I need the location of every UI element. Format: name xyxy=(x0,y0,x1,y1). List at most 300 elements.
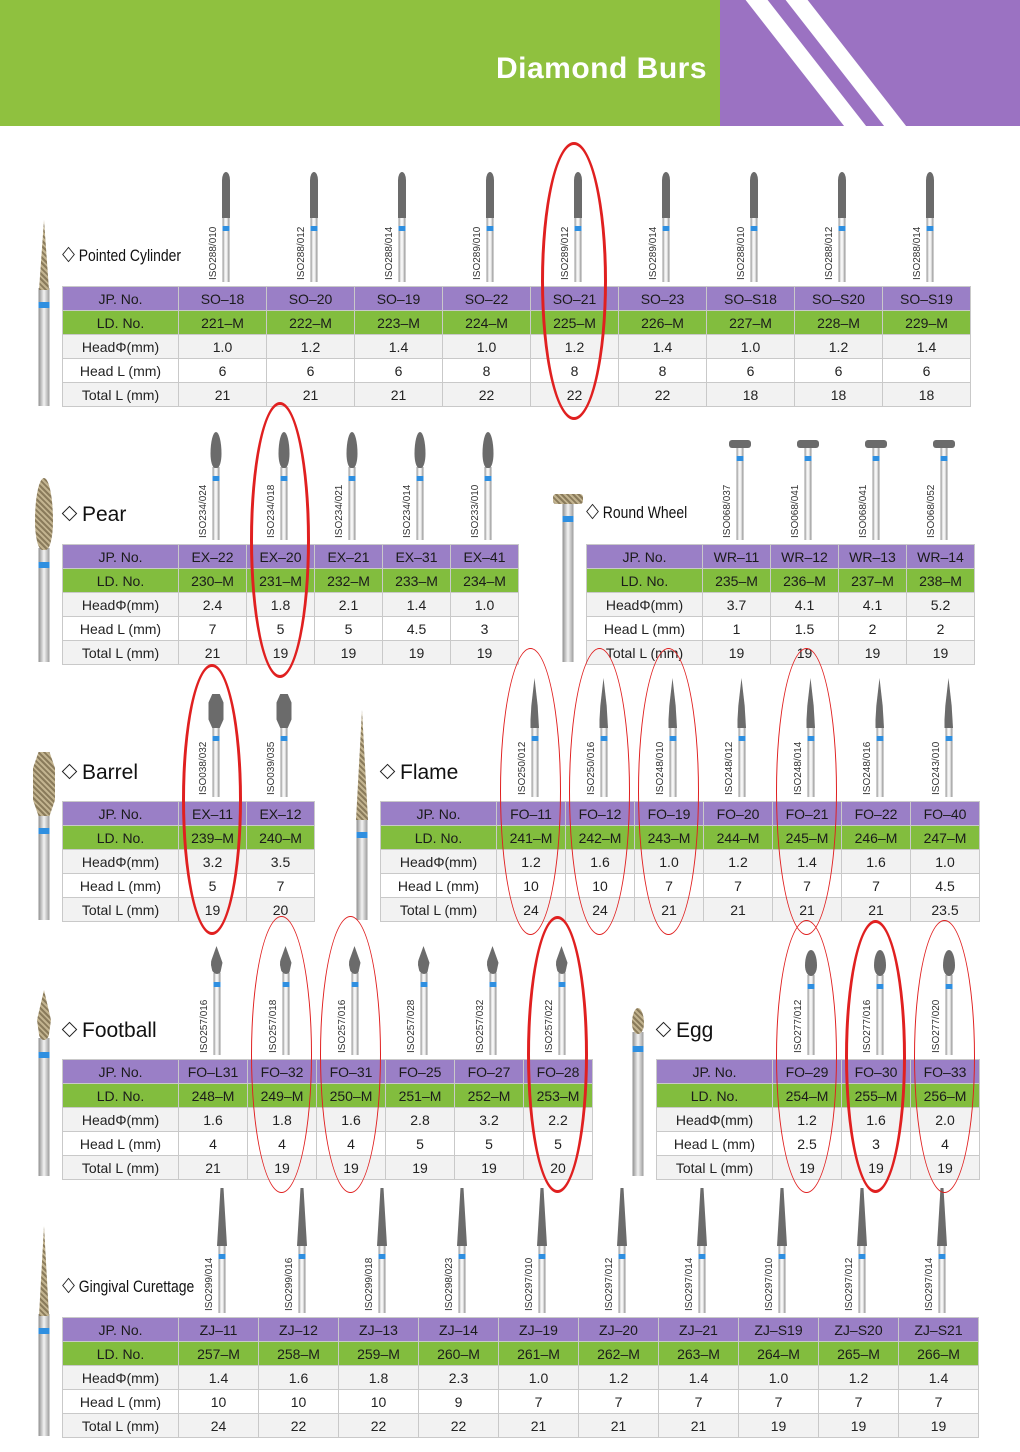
iso-label: ISO297/012 xyxy=(604,1257,615,1311)
cell-ld-number: 221–M xyxy=(179,311,267,335)
bur-illustration-head xyxy=(39,220,49,290)
cell-ld-number: 240–M xyxy=(247,826,315,850)
bur-image xyxy=(481,172,499,282)
iso-label: ISO243/010 xyxy=(930,741,942,795)
iso-label: ISO288/010 xyxy=(208,226,219,280)
bur-image xyxy=(411,432,429,540)
cell-ld-number: 248–M xyxy=(179,1084,248,1108)
cell-total-length: 24 xyxy=(497,898,566,922)
bur-head xyxy=(797,440,819,448)
cell-total-length: 20 xyxy=(247,898,315,922)
iso-label: ISO068/037 xyxy=(722,484,733,538)
bur-image xyxy=(657,172,675,282)
cell-ld-number: 229–M xyxy=(883,311,971,335)
cell-ld-number: 252–M xyxy=(455,1084,524,1108)
bur-head xyxy=(483,432,494,468)
cell-head-length: 5 xyxy=(524,1132,593,1156)
cell-jp-number: SO–20 xyxy=(267,287,355,311)
table-row-jp-number xyxy=(587,545,975,569)
row-label-head-length: Head L (mm) xyxy=(587,617,703,641)
cell-total-length: 19 xyxy=(315,641,383,665)
cell-head-length: 10 xyxy=(259,1390,339,1414)
cell-total-length: 22 xyxy=(619,383,707,407)
iso-label: ISO257/016 xyxy=(336,999,348,1053)
cell-total-length: 19 xyxy=(455,1156,524,1180)
iso-label: ISO277/020 xyxy=(930,999,942,1053)
highlight-ring xyxy=(776,920,837,1193)
cell-total-length: 22 xyxy=(443,383,531,407)
cell-ld-number: 245–M xyxy=(773,826,842,850)
cell-head-length: 10 xyxy=(339,1390,419,1414)
row-label-head-length: Head L (mm) xyxy=(381,874,497,898)
cell-head-diameter: 1.4 xyxy=(899,1366,979,1390)
cell-head-length: 4 xyxy=(317,1132,386,1156)
cell-jp-number: ZJ–11 xyxy=(179,1318,259,1342)
iso-label: ISO297/014 xyxy=(684,1257,695,1311)
cell-head-diameter: 2.8 xyxy=(386,1108,455,1132)
cell-head-length: 7 xyxy=(739,1390,819,1414)
cell-head-diameter: 1.0 xyxy=(739,1366,819,1390)
cell-jp-number: WR–11 xyxy=(703,545,771,569)
cell-head-length: 10 xyxy=(497,874,566,898)
bur-image xyxy=(343,432,361,540)
iso-label: ISO250/012 xyxy=(516,741,528,795)
cell-head-diameter: 1.0 xyxy=(911,850,980,874)
bur-image xyxy=(373,1188,391,1313)
bur-image xyxy=(921,172,939,282)
row-label-total-length: Total L (mm) xyxy=(587,641,703,665)
diamond-icon xyxy=(656,1022,672,1038)
cell-ld-number: 226–M xyxy=(619,311,707,335)
cell-jp-number: SO–23 xyxy=(619,287,707,311)
cell-jp-number: ZJ–12 xyxy=(259,1318,339,1342)
cell-ld-number: 223–M xyxy=(355,311,443,335)
cell-head-diameter: 5.2 xyxy=(907,593,975,617)
bur-image xyxy=(733,678,751,797)
cell-head-length: 6 xyxy=(795,359,883,383)
cell-total-length: 19 xyxy=(386,1156,455,1180)
cell-head-diameter: 3.7 xyxy=(703,593,771,617)
cell-ld-number: 222–M xyxy=(267,311,355,335)
iso-label: ISO038/032 xyxy=(198,741,209,795)
row-label-ld-number: LD. No. xyxy=(63,569,179,593)
cell-ld-number: 235–M xyxy=(703,569,771,593)
bur-illustration-shaft xyxy=(39,1038,50,1176)
cell-jp-number: SO–21 xyxy=(531,287,619,311)
iso-label: ISO277/012 xyxy=(792,999,804,1053)
bur-image xyxy=(293,1188,311,1313)
row-label-head-length: Head L (mm) xyxy=(63,1390,179,1414)
row-label-head-diameter: HeadΦ(mm) xyxy=(381,850,497,874)
bur-illustration-pear xyxy=(29,478,59,662)
bur-band xyxy=(485,476,492,481)
bur-head xyxy=(217,1188,227,1246)
row-label-total-length: Total L (mm) xyxy=(381,898,497,922)
bur-band xyxy=(941,456,948,461)
cell-total-length: 19 xyxy=(247,641,315,665)
iso-label: ISO288/010 xyxy=(736,226,747,280)
bur-image xyxy=(533,1188,551,1313)
section-title-football xyxy=(64,1019,157,1043)
cell-ld-number: 238–M xyxy=(907,569,975,593)
cell-ld-number: 236–M xyxy=(771,569,839,593)
header-banner xyxy=(0,0,1020,126)
cell-total-length: 24 xyxy=(179,1414,259,1438)
cell-total-length: 19 xyxy=(179,898,247,922)
row-label-total-length: Total L (mm) xyxy=(63,383,179,407)
iso-label: ISO277/016 xyxy=(861,999,873,1053)
bur-band xyxy=(859,1254,866,1259)
row-label-head-length: Head L (mm) xyxy=(63,874,179,898)
cell-ld-number: 224–M xyxy=(443,311,531,335)
cell-head-length: 5 xyxy=(386,1132,455,1156)
cell-head-diameter: 2.0 xyxy=(911,1108,980,1132)
cell-jp-number: FO–11 xyxy=(497,802,566,826)
bur-illustration-football xyxy=(29,990,59,1176)
iso-label: ISO039/035 xyxy=(266,741,277,795)
row-label-ld-number: LD. No. xyxy=(63,826,179,850)
iso-label: ISO288/012 xyxy=(824,226,835,280)
iso-label: ISO289/010 xyxy=(472,226,483,280)
cell-jp-number: ZJ–19 xyxy=(499,1318,579,1342)
cell-head-length: 7 xyxy=(579,1390,659,1414)
cell-head-diameter: 1.4 xyxy=(773,850,842,874)
bur-band xyxy=(539,1254,546,1259)
cell-total-length: 19 xyxy=(739,1414,819,1438)
bur-band xyxy=(619,1254,626,1259)
cell-head-length: 9 xyxy=(419,1390,499,1414)
row-label-jp-number: JP. No. xyxy=(63,287,179,311)
bur-band xyxy=(939,1254,946,1259)
iso-label: ISO299/018 xyxy=(364,1257,375,1311)
bur-image xyxy=(935,440,953,540)
cell-head-length: 6 xyxy=(707,359,795,383)
iso-label: ISO068/052 xyxy=(926,484,937,538)
iso-label: ISO250/016 xyxy=(585,741,597,795)
table-row-head-length xyxy=(63,1390,979,1414)
cell-ld-number: 231–M xyxy=(247,569,315,593)
bur-head xyxy=(777,1188,787,1246)
cell-head-diameter: 2.3 xyxy=(419,1366,499,1390)
section-title-flame xyxy=(382,761,458,785)
cell-head-diameter: 1.2 xyxy=(773,1108,842,1132)
cell-jp-number: FO–29 xyxy=(773,1060,842,1084)
bur-band xyxy=(779,1254,786,1259)
cell-head-length: 1 xyxy=(703,617,771,641)
cell-jp-number: WR–14 xyxy=(907,545,975,569)
cell-head-diameter: 1.8 xyxy=(248,1108,317,1132)
cell-head-length: 10 xyxy=(179,1390,259,1414)
row-label-head-diameter: HeadΦ(mm) xyxy=(63,1366,179,1390)
bur-band xyxy=(417,476,424,481)
cell-ld-number: 250–M xyxy=(317,1084,386,1108)
bur-illustration-flame xyxy=(347,710,377,920)
cell-jp-number: WR–12 xyxy=(771,545,839,569)
bur-head xyxy=(617,1188,627,1246)
row-label-ld-number: LD. No. xyxy=(63,1342,179,1366)
cell-ld-number: 256–M xyxy=(911,1084,980,1108)
cell-ld-number: 259–M xyxy=(339,1342,419,1366)
bur-image xyxy=(693,1188,711,1313)
highlight-ring xyxy=(182,664,242,935)
bur-head xyxy=(697,1188,707,1246)
cell-jp-number: ZJ–20 xyxy=(579,1318,659,1342)
cell-ld-number: 227–M xyxy=(707,311,795,335)
cell-total-length: 19 xyxy=(899,1414,979,1438)
iso-label: ISO288/014 xyxy=(912,226,923,280)
cell-head-diameter: 3.5 xyxy=(247,850,315,874)
spec-table-pointed_cylinder xyxy=(62,286,971,407)
cell-jp-number: FO–40 xyxy=(911,802,980,826)
bur-image xyxy=(479,432,497,540)
bur-image xyxy=(275,694,293,797)
cell-total-length: 18 xyxy=(707,383,795,407)
cell-total-length: 22 xyxy=(339,1414,419,1438)
bur-illustration-band xyxy=(39,1052,50,1058)
row-label-ld-number: LD. No. xyxy=(657,1084,773,1108)
cell-ld-number: 258–M xyxy=(259,1342,339,1366)
iso-label: ISO248/012 xyxy=(723,741,735,795)
table-row-head-length xyxy=(63,359,971,383)
row-label-jp-number: JP. No. xyxy=(63,802,179,826)
iso-label: ISO234/024 xyxy=(198,484,209,538)
cell-head-diameter: 1.4 xyxy=(383,593,451,617)
cell-jp-number: ZJ–S20 xyxy=(819,1318,899,1342)
cell-jp-number: FO–L31 xyxy=(179,1060,248,1084)
cell-ld-number: 254–M xyxy=(773,1084,842,1108)
iso-label: ISO297/012 xyxy=(844,1257,855,1311)
cell-ld-number: 233–M xyxy=(383,569,451,593)
bur-image xyxy=(745,172,763,282)
cell-ld-number: 232–M xyxy=(315,569,383,593)
cell-jp-number: FO–33 xyxy=(911,1060,980,1084)
cell-total-length: 21 xyxy=(267,383,355,407)
cell-head-diameter: 1.6 xyxy=(259,1366,339,1390)
bur-image xyxy=(799,440,817,540)
row-label-total-length: Total L (mm) xyxy=(63,1156,179,1180)
bur-band xyxy=(281,736,288,741)
cell-head-length: 10 xyxy=(566,874,635,898)
cell-total-length: 21 xyxy=(179,383,267,407)
cell-head-length: 6 xyxy=(883,359,971,383)
bur-head xyxy=(537,1188,547,1246)
cell-jp-number: FO–32 xyxy=(248,1060,317,1084)
section-title-text: Barrel xyxy=(82,761,139,784)
row-label-head-diameter: HeadΦ(mm) xyxy=(63,850,179,874)
cell-jp-number: FO–21 xyxy=(773,802,842,826)
cell-head-length: 4 xyxy=(248,1132,317,1156)
cell-jp-number: EX–11 xyxy=(179,802,247,826)
cell-ld-number: 234–M xyxy=(451,569,519,593)
cell-total-length: 21 xyxy=(659,1414,739,1438)
bur-image xyxy=(393,172,411,282)
cell-total-length: 21 xyxy=(635,898,704,922)
row-label-ld-number: LD. No. xyxy=(63,311,179,335)
cell-ld-number: 265–M xyxy=(819,1342,899,1366)
row-label-total-length: Total L (mm) xyxy=(63,641,179,665)
cell-jp-number: EX–31 xyxy=(383,545,451,569)
iso-label: ISO068/041 xyxy=(790,484,801,538)
bur-band xyxy=(299,1254,306,1259)
cell-head-length: 7 xyxy=(842,874,911,898)
cell-jp-number: ZJ–13 xyxy=(339,1318,419,1342)
bur-head xyxy=(211,946,223,974)
cell-jp-number: FO–31 xyxy=(317,1060,386,1084)
cell-ld-number: 228–M xyxy=(795,311,883,335)
bur-illustration-band xyxy=(39,1328,50,1334)
section-title-egg xyxy=(658,1019,713,1043)
cell-head-length: 5 xyxy=(455,1132,524,1156)
row-label-total-length: Total L (mm) xyxy=(657,1156,773,1180)
cell-head-diameter: 1.2 xyxy=(267,335,355,359)
cell-total-length: 19 xyxy=(451,641,519,665)
bur-band xyxy=(927,226,934,231)
bur-image xyxy=(217,172,235,282)
diamond-icon xyxy=(62,764,78,780)
iso-label: ISO297/014 xyxy=(924,1257,935,1311)
cell-jp-number: FO–27 xyxy=(455,1060,524,1084)
bur-image xyxy=(940,678,958,797)
cell-ld-number: 251–M xyxy=(386,1084,455,1108)
cell-ld-number: 249–M xyxy=(248,1084,317,1108)
cell-jp-number: FO–22 xyxy=(842,802,911,826)
cell-head-diameter: 1.4 xyxy=(619,335,707,359)
cell-total-length: 19 xyxy=(771,641,839,665)
cell-ld-number: 239–M xyxy=(179,826,247,850)
spec-table-round_wheel xyxy=(586,544,975,665)
cell-head-length: 3 xyxy=(451,617,519,641)
cell-head-diameter: 1.0 xyxy=(635,850,704,874)
bur-image xyxy=(773,1188,791,1313)
bur-illustration-egg xyxy=(623,1008,653,1176)
iso-label: ISO257/018 xyxy=(267,999,279,1053)
iso-label: ISO299/016 xyxy=(284,1257,295,1311)
cell-total-length: 21 xyxy=(355,383,443,407)
cell-head-length: 4.5 xyxy=(383,617,451,641)
table-row-ld-number xyxy=(587,569,975,593)
cell-total-length: 19 xyxy=(317,1156,386,1180)
cell-ld-number: 255–M xyxy=(842,1084,911,1108)
bur-illustration-band xyxy=(39,562,50,568)
bur-band xyxy=(349,476,356,481)
cell-total-length: 19 xyxy=(819,1414,899,1438)
cell-head-length: 8 xyxy=(443,359,531,383)
section-title-text: Egg xyxy=(676,1019,714,1042)
cell-total-length: 23.5 xyxy=(911,898,980,922)
cell-head-diameter: 1.6 xyxy=(566,850,635,874)
iso-label: ISO248/016 xyxy=(861,741,873,795)
section-title-barrel xyxy=(64,761,138,785)
iso-label: ISO248/014 xyxy=(792,741,804,795)
bur-illustration-barrel xyxy=(29,752,59,920)
cell-head-diameter: 1.0 xyxy=(179,335,267,359)
bur-illustration-head xyxy=(356,710,368,820)
cell-head-length: 4.5 xyxy=(911,874,980,898)
bur-image xyxy=(867,440,885,540)
row-label-ld-number: LD. No. xyxy=(381,826,497,850)
bur-image xyxy=(213,1188,231,1313)
cell-jp-number: EX–22 xyxy=(179,545,247,569)
cell-total-length: 19 xyxy=(911,1156,980,1180)
highlight-ring xyxy=(500,648,561,935)
row-label-head-length: Head L (mm) xyxy=(63,1132,179,1156)
bur-illustration-shaft xyxy=(563,502,574,662)
cell-head-diameter: 1.2 xyxy=(704,850,773,874)
cell-ld-number: 264–M xyxy=(739,1342,819,1366)
cell-head-diameter: 1.2 xyxy=(531,335,619,359)
cell-jp-number: ZJ–S19 xyxy=(739,1318,819,1342)
cell-jp-number: EX–41 xyxy=(451,545,519,569)
iso-label: ISO068/041 xyxy=(858,484,869,538)
bur-band xyxy=(489,982,496,987)
bur-head xyxy=(729,440,751,448)
cell-jp-number: SO–19 xyxy=(355,287,443,311)
cell-head-diameter: 4.1 xyxy=(771,593,839,617)
row-label-head-length: Head L (mm) xyxy=(657,1132,773,1156)
cell-head-diameter: 1.4 xyxy=(883,335,971,359)
iso-label: ISO288/014 xyxy=(384,226,395,280)
table-row-head-length xyxy=(587,617,975,641)
cell-jp-number: SO–18 xyxy=(179,287,267,311)
cell-head-diameter: 1.4 xyxy=(355,335,443,359)
cell-ld-number: 246–M xyxy=(842,826,911,850)
bur-head xyxy=(944,678,953,728)
bur-head xyxy=(377,1188,387,1246)
cell-total-length: 19 xyxy=(907,641,975,665)
cell-head-diameter: 1.0 xyxy=(451,593,519,617)
cell-ld-number: 253–M xyxy=(524,1084,593,1108)
bur-illustration-gingival xyxy=(29,1226,59,1436)
bur-head xyxy=(457,1188,467,1246)
section-title-round_wheel xyxy=(588,503,687,523)
cell-total-length: 22 xyxy=(259,1414,339,1438)
cell-jp-number: ZJ–14 xyxy=(419,1318,499,1342)
cell-head-length: 2 xyxy=(907,617,975,641)
table-row-head-diameter xyxy=(63,1366,979,1390)
highlight-ring xyxy=(845,920,906,1193)
bur-illustration-head xyxy=(33,752,55,816)
bur-band xyxy=(311,226,318,231)
bur-head xyxy=(415,432,426,468)
row-label-jp-number: JP. No. xyxy=(63,1060,179,1084)
cell-head-diameter: 1.2 xyxy=(497,850,566,874)
row-label-jp-number: JP. No. xyxy=(63,1318,179,1342)
bur-head xyxy=(838,172,846,218)
bur-band xyxy=(379,1254,386,1259)
cell-ld-number: 262–M xyxy=(579,1342,659,1366)
cell-total-length: 22 xyxy=(531,383,619,407)
cell-head-length: 4 xyxy=(911,1132,980,1156)
bur-illustration-band xyxy=(39,828,50,834)
spec-table-gingival xyxy=(62,1317,979,1438)
highlight-ring xyxy=(914,920,975,1193)
cell-ld-number: 244–M xyxy=(704,826,773,850)
cell-jp-number: SO–S19 xyxy=(883,287,971,311)
bur-illustration-head xyxy=(37,990,51,1040)
highlight-ring xyxy=(250,402,310,678)
cell-jp-number: EX–20 xyxy=(247,545,315,569)
iso-label: ISO234/014 xyxy=(402,484,413,538)
cell-head-length: 7 xyxy=(635,874,704,898)
table-row-jp-number xyxy=(63,1318,979,1342)
bur-band xyxy=(751,226,758,231)
bur-band xyxy=(738,736,745,741)
table-row-head-diameter xyxy=(587,593,975,617)
bur-head xyxy=(487,946,499,974)
bur-image xyxy=(305,172,323,282)
cell-head-diameter: 4.1 xyxy=(839,593,907,617)
section-title-text: Pear xyxy=(82,503,127,526)
